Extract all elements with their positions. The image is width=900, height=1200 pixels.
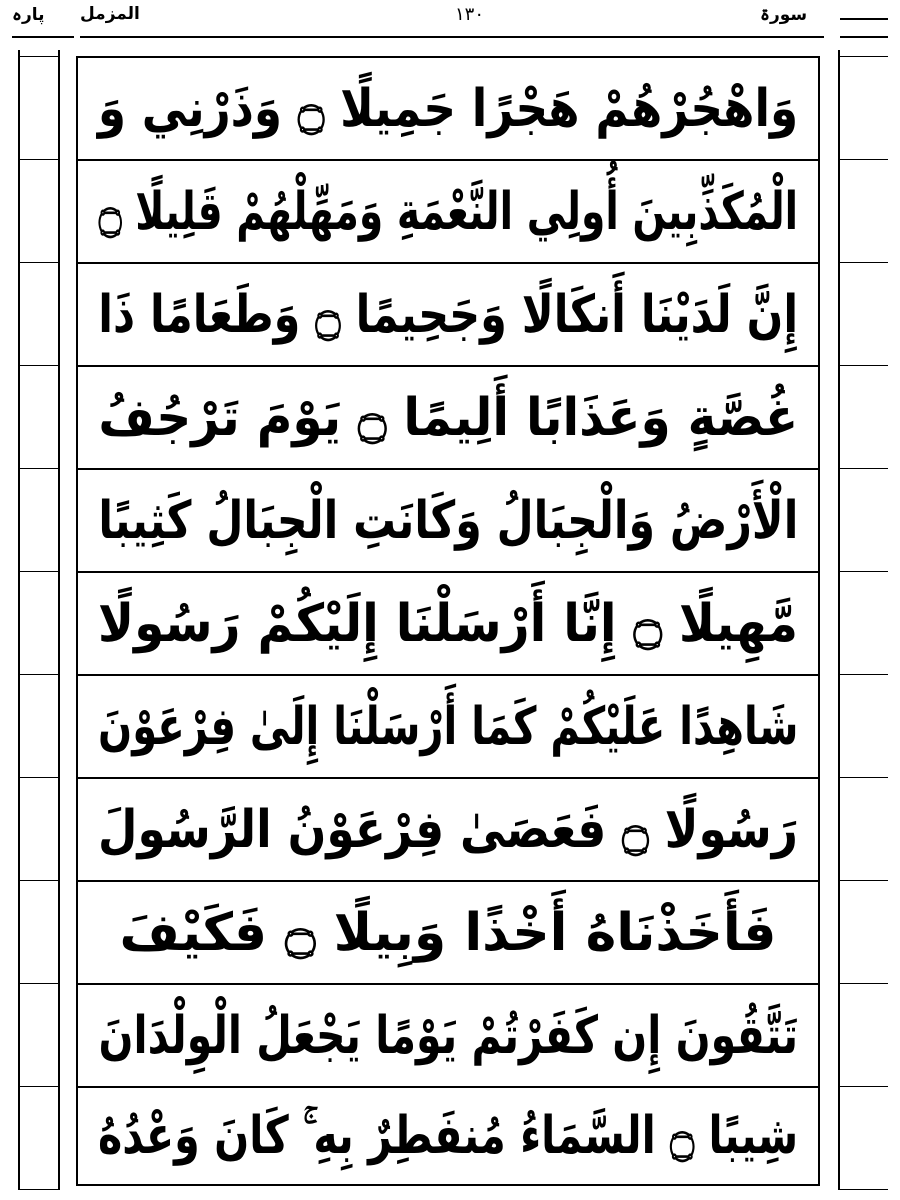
verse-line xyxy=(78,779,818,882)
margin-tick xyxy=(18,674,58,675)
header-rule-left xyxy=(12,36,74,38)
verse-line-text: الْمُكَذِّبِينَ أُولِي النَّعْمَةِ وَمَهِّلْهُمْ قَلِيلًا ۝ xyxy=(98,181,798,242)
margin-tick xyxy=(838,880,888,881)
margin-tick xyxy=(838,56,888,57)
verse-line xyxy=(78,985,818,1088)
left-inner-rail xyxy=(58,50,60,1190)
surah-label: سورۃ xyxy=(760,5,808,25)
verse-line xyxy=(78,676,818,779)
juz-label: پارہ xyxy=(12,5,45,25)
page-number: ١٣٠ xyxy=(455,4,485,25)
margin-tick xyxy=(838,1189,888,1190)
verse-line-text: تَتَّقُونَ إِن كَفَرْتُمْ يَوْمًا يَجْعَلُ الْوِلْدَانَ xyxy=(98,1005,798,1066)
verse-line xyxy=(78,367,818,470)
margin-tick xyxy=(18,159,58,160)
verse-line-text: الْأَرْضُ وَالْجِبَالُ وَكَانَتِ الْجِبَالُ كَثِيبًا xyxy=(97,490,799,551)
verse-line-text: غُصَّةٍ وَعَذَابًا أَلِيمًا ۝ يَوْمَ تَرْجُفُ xyxy=(98,387,798,448)
margin-tick xyxy=(18,262,58,263)
margin-tick xyxy=(838,777,888,778)
verse-line-text: شِيبًا ۝ السَّمَاءُ مُنفَطِرٌ بِهِ ۚ كَانَ وَعْدُهُ xyxy=(97,1106,799,1166)
verse-line-text: إِنَّ لَدَيْنَا أَنكَالًا وَجَحِيمًا ۝ وَطَعَامًا ذَا xyxy=(98,284,798,345)
margin-tick xyxy=(18,1189,58,1190)
surah-name-label: المزمل xyxy=(80,4,140,24)
header-rule-right xyxy=(840,18,888,20)
right-rail xyxy=(838,50,840,1190)
margin-tick xyxy=(838,571,888,572)
verse-line-text: شَاهِدًا عَلَيْكُمْ كَمَا أَرْسَلْنَا إِلَىٰ فِرْعَوْنَ xyxy=(97,696,799,757)
verse-line xyxy=(78,161,818,264)
margin-tick xyxy=(838,262,888,263)
margin-tick xyxy=(838,468,888,469)
verse-line xyxy=(78,58,818,161)
margin-tick xyxy=(18,365,58,366)
verse-line xyxy=(78,573,818,676)
verse-line xyxy=(78,264,818,367)
margin-tick xyxy=(18,56,58,57)
margin-tick xyxy=(838,674,888,675)
verse-line xyxy=(78,882,818,985)
header-rule-right-2 xyxy=(840,36,888,38)
margin-tick xyxy=(18,571,58,572)
verse-line xyxy=(78,1088,818,1184)
verse-line-text: وَاهْجُرْهُمْ هَجْرًا جَمِيلًا ۝ وَذَرْنِي وَ xyxy=(97,78,799,139)
margin-tick xyxy=(838,365,888,366)
margin-tick xyxy=(838,159,888,160)
text-frame xyxy=(76,56,820,1186)
header-rule-main xyxy=(80,36,824,38)
verse-line-text: فَأَخَذْنَاهُ أَخْذًا وَبِيلًا ۝ فَكَيْفَ xyxy=(119,902,777,963)
margin-tick xyxy=(18,1086,58,1087)
margin-tick xyxy=(18,777,58,778)
verse-line xyxy=(78,470,818,573)
margin-tick xyxy=(838,1086,888,1087)
verse-line-text: مَّهِيلًا ۝ إِنَّا أَرْسَلْنَا إِلَيْكُمْ رَسُولًا xyxy=(97,593,799,654)
margin-tick xyxy=(838,983,888,984)
page-header xyxy=(0,0,900,50)
margin-tick xyxy=(18,880,58,881)
margin-tick xyxy=(18,468,58,469)
left-outer-rail xyxy=(18,50,20,1190)
margin-tick xyxy=(18,983,58,984)
verse-line-text: رَسُولًا ۝ فَعَصَىٰ فِرْعَوْنُ الرَّسُولَ xyxy=(98,799,799,860)
